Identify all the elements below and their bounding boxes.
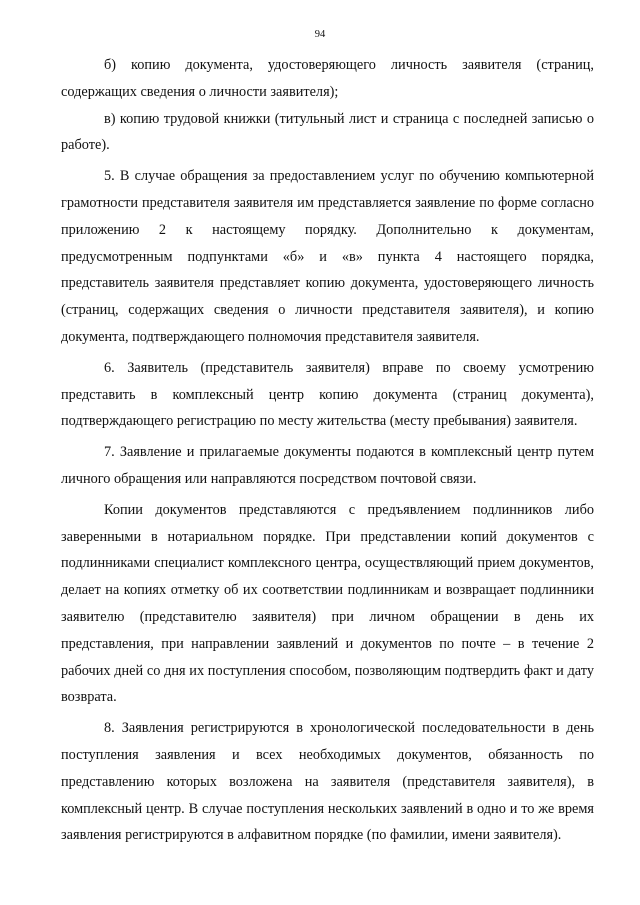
paragraph-item-b: б) копию документа, удостоверяющего личность заявителя (страниц, содержащих сведения о личности заявителя); [61,57,594,100]
paragraph-clause-8: 8. Заявления регистрируются в хронологической последовательности в день поступления заявления и всех необходимых документов, обязанность по представлению которых возложена на заявителя (представителя заявителя), в комплексный центр. В случае поступления нескольких заявлений в одно и то же время заявления регистрируются в алфавитном порядке (по фамилии, имени заявителя). [61,720,594,844]
paragraph-clause-5: 5. В случае обращения за предоставлением услуг по обучению компьютерной грамотности представителя заявителя им представляется заявление по форме согласно приложению 2 к настоящему порядку. Дополнительно к документам, предусмотренным подпунктами «б» и «в» пункта 4 настоящего порядка, представитель заявителя представляет копию документа, удостоверяющего личность (страниц, содержащих сведения о личности представителя заявителя), и копию документа, подтверждающего полномочия представителя заявителя. [61,168,594,345]
page-number: 94 [314,29,326,40]
paragraph-clause-6: 6. Заявитель (представитель заявителя) вправе по своему усмотрению представить в комплексный центр копию документа (страниц документа), подтверждающего регистрацию по месту жительства (месту пребывания) заявителя. [61,359,594,430]
paragraph-clause-7: 7. Заявление и прилагаемые документы подаются в комплексный центр путем личного обращения или направляются посредством почтовой связи. [61,444,594,487]
document-body [61,52,594,849]
paragraph-copies: Копии документов представляются с предъявлением подлинников либо заверенными в нотариальном порядке. При представлении копий документов с подлинниками специалист комплексного центра, осуществляющий прием документов, делает на копиях отметку об их соответствии подлинникам и возвращает подлинники заявителю (представителю заявителя) при личном обращении в день их представления, при направлении заявлений и документов по почте – в течение 2 рабочих дней со дня их поступления способом, позволяющим подтвердить факт и дату возврата. [61,501,594,706]
paragraph-item-v: в) копию трудовой книжки (титульный лист и страница с последней записью о работе). [61,110,594,154]
